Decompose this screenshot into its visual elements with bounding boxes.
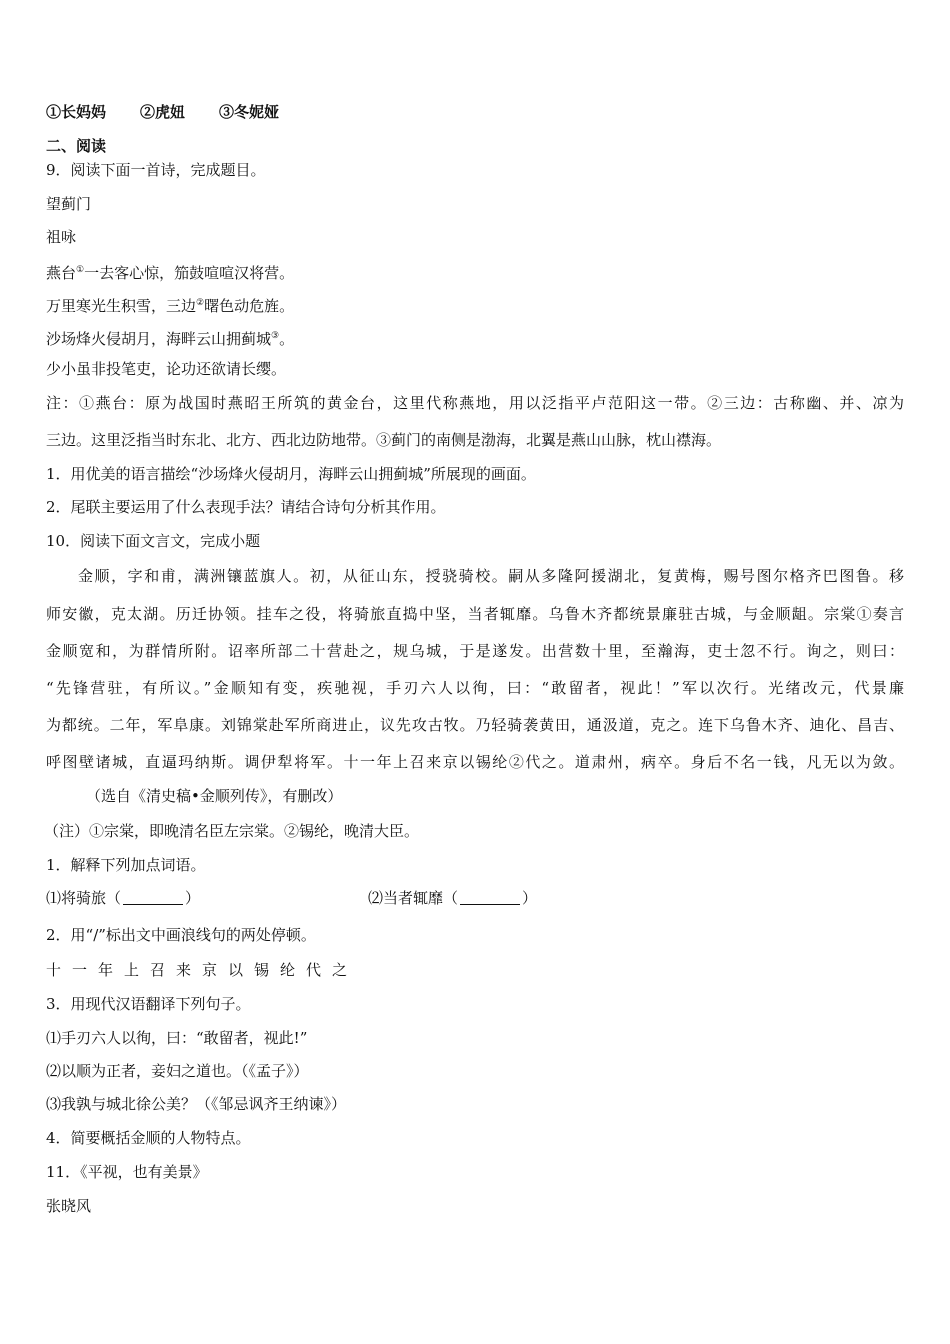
q9-prompt: 9．阅读下面一首诗，完成题目。 <box>46 161 266 179</box>
poem-line <box>46 293 294 316</box>
poem-line <box>46 326 294 349</box>
passage-line: “先锋营驻，有所议。”金顺知有变，疾驰视，手刃六人以徇，曰：“敢留者，视此！”军以次行。光绪改元，代景廉 <box>46 679 904 697</box>
close-paren: ） <box>185 889 201 907</box>
answer-blank[interactable] <box>123 890 183 905</box>
poem-text: 燕台 <box>46 264 77 282</box>
poem-author: 祖咏 <box>46 228 77 246</box>
poem-text: 一去客心惊，笳鼓喧喧汉将营。 <box>84 264 295 282</box>
close-paren: ） <box>522 889 538 907</box>
q10-sub-question-2: 2．用“/”标出文中画浪线句的两处停顿。 <box>46 926 316 944</box>
section-heading: 二、阅读 <box>46 137 107 155</box>
poem-text: 沙场烽火侵胡月，海畔云山拥蓟城 <box>46 330 272 348</box>
passage-line: 呼图壁诸城，直逼玛纳斯。调伊犁将军。十一年上召来京以锡纶②代之。道肃州，病卒。身后不名一钱，凡无以为敛。 <box>46 753 904 771</box>
q11-author: 张晓风 <box>46 1197 92 1215</box>
poem-note-cont: 三边。这里泛指当时东北、北方、西北边防地带。③蓟门的南侧是渤海，北翼是燕山山脉，枕山襟海。 <box>46 431 722 449</box>
footnote-marker: ① <box>76 265 85 275</box>
word-blanks <box>46 888 904 908</box>
option-3: ③冬妮娅 <box>219 103 280 121</box>
poem-text: 少小虽非投笔吏，论功还欲请长缨。 <box>46 360 287 378</box>
passage-line: 金顺宽和，为群情所附。诏率所部二十营赴之，规乌城，于是遂发。出营数十里，至瀚海，吏士忽不行。询之，则曰： <box>46 642 904 660</box>
option-2: ②虎妞 <box>140 103 186 121</box>
passage-source: （选自《清史稿•金顺列传》，有删改） <box>86 787 343 805</box>
answer-blank[interactable] <box>460 890 520 905</box>
answer-options <box>46 102 313 122</box>
q11-title: 11．《平视，也有美景》 <box>46 1163 208 1181</box>
translate-sentence-1: ⑴手刃六人以徇，曰：“敢留者，视此!” <box>46 1029 308 1047</box>
q10-sub-question-4: 4．简要概括金顺的人物特点。 <box>46 1129 251 1147</box>
poem-line <box>46 260 294 283</box>
q10-sub-question-1: 1．解释下列加点词语。 <box>46 856 206 874</box>
q9-sub-question-2: 2．尾联主要运用了什么表现手法？请结合诗句分析其作用。 <box>46 498 446 516</box>
poem-text: 万里寒光生积雪，三边 <box>46 297 197 315</box>
q10-prompt: 10．阅读下面文言文，完成小题 <box>46 532 261 550</box>
poem-text: 曙色动危旌。 <box>204 297 295 315</box>
poem-text: 。 <box>279 330 295 348</box>
word-1: ⑴将骑旅（ <box>46 889 122 907</box>
pause-sentence: 十一年上召来京以锡纶代之 <box>46 961 359 979</box>
translate-sentence-3: ⑶我孰与城北徐公美？（《邹忌讽齐王纳谏》） <box>46 1095 347 1113</box>
passage-line: 为都统。二年，军阜康。刘锦棠赴军所商进止，议先攻古牧。乃轻骑袭黄田，通汲道，克之。连下乌鲁木齐、迪化、昌吉、 <box>46 716 904 734</box>
q9-sub-question-1: 1．用优美的语言描绘“沙场烽火侵胡月，海畔云山拥蓟城”所展现的画面。 <box>46 465 536 483</box>
option-1: ①长妈妈 <box>46 103 107 121</box>
translate-sentence-2: ⑵以顺为正者，妾妇之道也。（《孟子》） <box>46 1062 309 1080</box>
passage-note: （注）①宗棠，即晚清名臣左宗棠。②锡纶，晚清大臣。 <box>44 822 420 840</box>
passage-line: 师安徽，克太湖。历迁协领。挂车之役，将骑旅直捣中坚，当者辄靡。乌鲁木齐都统景廉驻古城，与金顺龃。宗棠①奏言 <box>46 605 904 623</box>
q10-sub-question-3: 3．用现代汉语翻译下列句子。 <box>46 995 251 1013</box>
footnote-marker: ③ <box>271 331 280 341</box>
footnote-marker: ② <box>196 298 205 308</box>
passage-line: 金顺，字和甫，满洲镶蓝旗人。初，从征山东，授骁骑校。嗣从多隆阿援湖北，复黄梅，赐号图尔格齐巴图鲁。移 <box>78 567 904 585</box>
poem-line <box>46 359 286 379</box>
word-2: ⑵当者辄靡（ <box>368 889 459 907</box>
poem-note: 注：①燕台：原为战国时燕昭王所筑的黄金台，这里代称燕地，用以泛指平卢范阳这一带。②三边：古称幽、并、凉为 <box>46 394 904 412</box>
poem-title: 望蓟门 <box>46 195 92 213</box>
